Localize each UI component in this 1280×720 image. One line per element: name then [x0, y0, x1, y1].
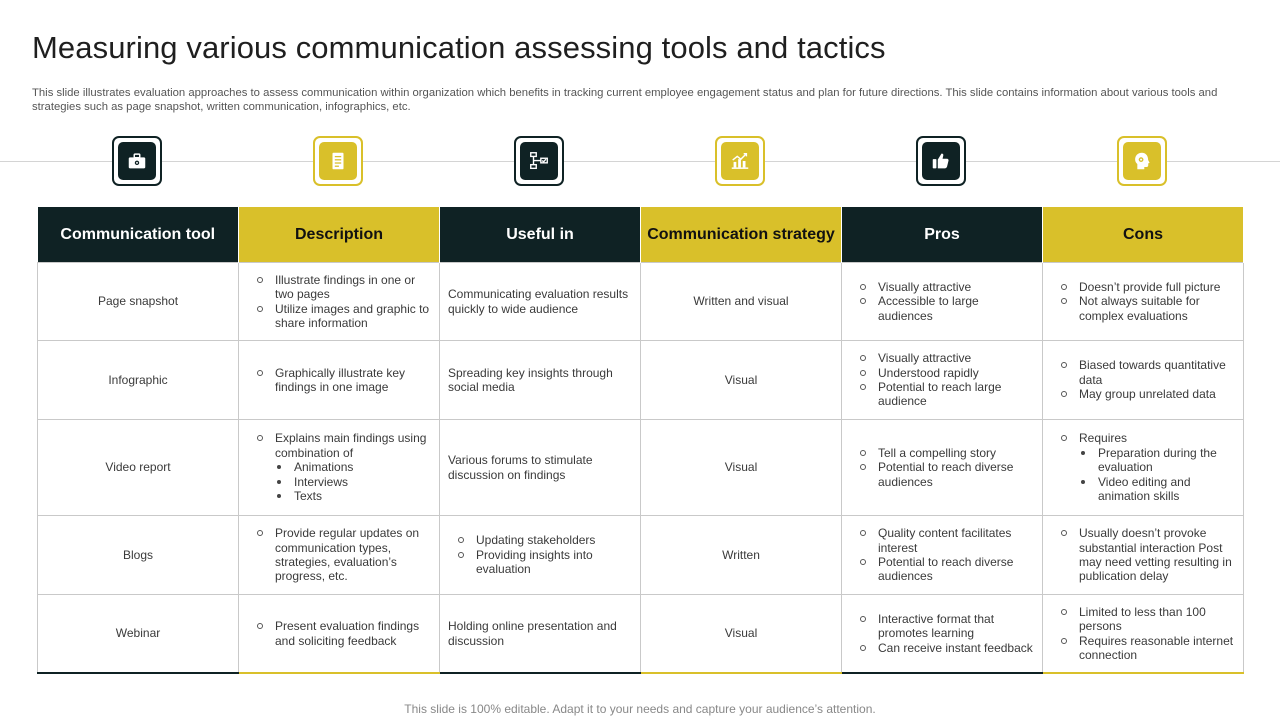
pros-cell	[842, 516, 1043, 595]
list-item: Biased towards quantitative data	[1069, 358, 1235, 387]
list-item-text: Requires	[1079, 431, 1128, 446]
table-row	[38, 516, 1244, 595]
list-item: Understood rapidly	[868, 366, 1034, 380]
useful-cell: Spreading key insights through social media	[440, 341, 641, 420]
list-item: Doesn’t provide full picture	[1069, 280, 1235, 294]
head-gears-icon	[1117, 136, 1167, 186]
description-cell	[239, 420, 440, 516]
cons-cell	[1043, 341, 1244, 420]
tools-table	[37, 207, 1244, 674]
header-useful-in: Useful in	[440, 207, 641, 263]
strategy-cell: Visual	[641, 595, 842, 674]
list-item: Quality content facilitates interest	[868, 526, 1034, 555]
description-cell	[239, 516, 440, 595]
document-icon	[313, 136, 363, 186]
sub-list-item: Preparation during the evaluation	[1089, 446, 1235, 475]
useful-cell	[440, 516, 641, 595]
list-item: Provide regular updates on communication types, strategies, evaluation’s progress, etc.	[265, 526, 431, 584]
thumbs-up-icon	[916, 136, 966, 186]
header-pros: Pros	[842, 207, 1043, 263]
strategy-cell: Written	[641, 516, 842, 595]
list-item: Potential to reach large audience	[868, 380, 1034, 409]
list-item: Utilize images and graphic to share information	[265, 302, 431, 331]
tool-cell: Webinar	[38, 595, 239, 674]
header-communication-tool: Communication tool	[38, 207, 239, 263]
description-cell	[239, 595, 440, 674]
list-item: May group unrelated data	[1069, 387, 1235, 401]
list-item: Not always suitable for complex evaluations	[1069, 294, 1235, 323]
list-item: Interactive format that promotes learning	[868, 612, 1034, 641]
useful-cell: Various forums to stimulate discussion on findings	[440, 420, 641, 516]
toolbox-icon	[112, 136, 162, 186]
pros-cell	[842, 341, 1043, 420]
page-description: This slide illustrates evaluation approaches to assess communication within organization which benefits in tracking current employee engagement status and plan for future directions. This slide contains information about various tools and strategies such as page snapshot, written communication, infographics, etc.	[32, 87, 1218, 113]
cons-cell	[1043, 516, 1244, 595]
list-item: Potential to reach diverse audiences	[868, 555, 1034, 584]
sub-list-item: Texts	[285, 489, 431, 503]
table-header-row	[38, 207, 1244, 263]
list-item: Limited to less than 100 persons	[1069, 605, 1235, 634]
description-cell	[239, 341, 440, 420]
list-item: Present evaluation findings and soliciting feedback	[265, 619, 431, 648]
header-cons: Cons	[1043, 207, 1244, 263]
list-item: Providing insights into evaluation	[466, 548, 632, 577]
cons-cell	[1043, 263, 1244, 341]
list-item: Illustrate findings in one or two pages	[265, 273, 431, 302]
cons-cell	[1043, 595, 1244, 674]
list-item: Visually attractive	[868, 351, 1034, 365]
footer-note: This slide is 100% editable. Adapt it to your needs and capture your audience’s attention.	[404, 702, 876, 716]
tool-cell: Page snapshot	[38, 263, 239, 341]
header-description: Description	[239, 207, 440, 263]
strategy-cell: Written and visual	[641, 263, 842, 341]
list-item: Tell a compelling story	[868, 446, 1034, 460]
list-item-text: Explains main findings using combination of	[275, 431, 427, 460]
list-item: Graphically illustrate key findings in one image	[265, 366, 431, 395]
flowchart-icon	[514, 136, 564, 186]
tool-cell: Infographic	[38, 341, 239, 420]
pros-cell	[842, 420, 1043, 516]
list-item: Potential to reach diverse audiences	[868, 460, 1034, 489]
description-cell	[239, 263, 440, 341]
tool-cell: Blogs	[38, 516, 239, 595]
pros-cell	[842, 595, 1043, 674]
strategy-cell: Visual	[641, 420, 842, 516]
list-item: Can receive instant feedback	[868, 641, 1034, 655]
pros-cell	[842, 263, 1043, 341]
table-row	[38, 341, 1244, 420]
growth-chart-icon	[715, 136, 765, 186]
tool-cell: Video report	[38, 420, 239, 516]
strategy-cell: Visual	[641, 341, 842, 420]
page-title: Measuring various communication assessing tools and tactics	[32, 30, 886, 65]
list-item: Accessible to large audiences	[868, 294, 1034, 323]
list-item: Usually doesn’t provoke substantial interaction Post may need vetting resulting in publication delay	[1069, 526, 1235, 584]
list-item: Visually attractive	[868, 280, 1034, 294]
sub-list-item: Animations	[285, 460, 431, 474]
sub-list-item: Video editing and animation skills	[1089, 475, 1235, 504]
cons-cell	[1043, 420, 1244, 516]
table-row	[38, 263, 1244, 341]
header-divider	[0, 161, 1280, 162]
list-item: Requires reasonable internet connection	[1069, 634, 1235, 663]
sub-list-item: Interviews	[285, 475, 431, 489]
useful-cell: Communicating evaluation results quickly to wide audience	[440, 263, 641, 341]
list-item	[265, 431, 431, 503]
table-row	[38, 595, 1244, 674]
list-item: Updating stakeholders	[466, 533, 632, 547]
list-item	[1069, 431, 1235, 503]
table-row	[38, 420, 1244, 516]
useful-cell: Holding online presentation and discussion	[440, 595, 641, 674]
header-communication-strategy: Communication strategy	[641, 207, 842, 263]
